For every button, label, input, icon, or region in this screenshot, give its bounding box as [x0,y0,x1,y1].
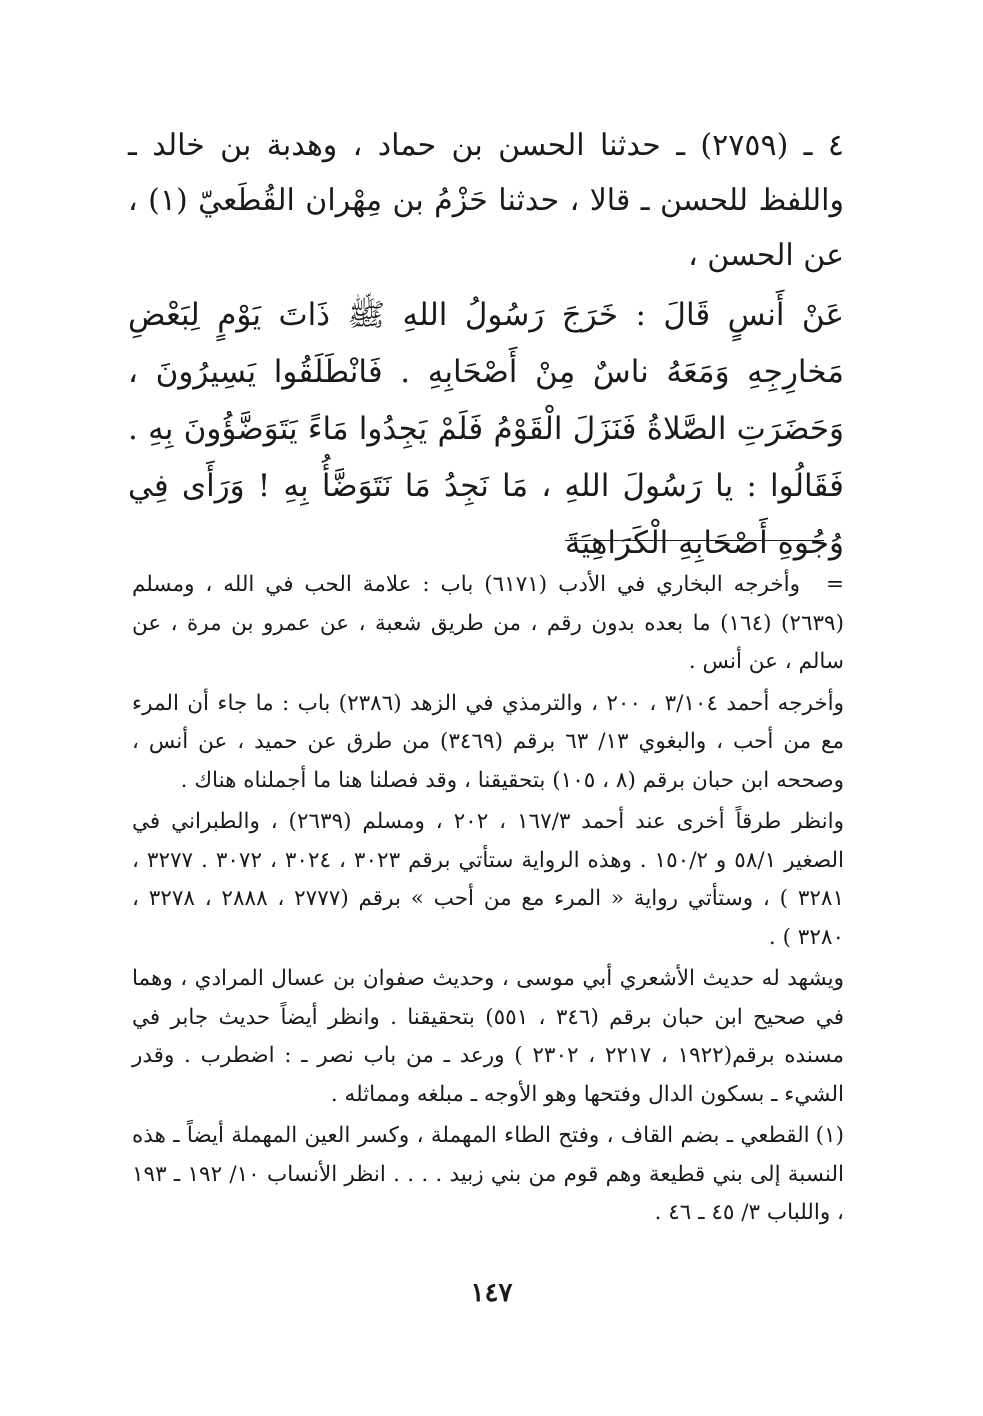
main-text [128,118,844,572]
footnote-1 [132,1117,844,1233]
footnote-paragraph-1 [132,566,844,682]
footnote-paragraph-4: ويشهد له حديث الأشعري أبي موسى ، وحديث صفوان بن عسال المرادي ، وهما في صحيح ابن حبان برقم (٣٤٦ ، ٥٥١) بتحقيقنا . وانظر أيضاً حديث جابر في مسنده برقم(١٩٢٢ ، ٢٢١٧ ، ٢٣٠٢ ) ورعد ـ من باب نصر ـ : اضطرب . وقدر الشيء ـ بسكون الدال وفتحها وهو الأوجه ـ مبلغه ومماثله . [132,966,845,1107]
footnote-paragraph-2: وأخرجه أحمد ٣/١٠٤ ، ٢٠٠ ، والترمذي في الزهد (٢٣٨٦) باب : ما جاء أن المرء مع من أحب ، والبغوي ١٣/ ٦٣ برقم (٣٤٦٩) من طرق عن حميد ، عن أنس ، وصححه ابن حبان برقم (٨ ، ١٠٥) بتحقيقنا ، وقد فصلنا هنا ما أجملناه هناك . [132,690,845,793]
footnote-paragraph-1-text: وأخرجه البخاري في الأدب (٦١٧١) باب : علامة الحب في الله ، ومسلم (٢٦٣٩) (١٦٤) ما بعده بدون رقم ، من طريق شعبة ، عن عمرو بن مرة ، عن سالم ، عن أنس . [132,572,844,674]
footnotes-section [132,566,844,1233]
footnote-1-text: القطعي ـ بضم القاف ، وفتح الطاء المهملة ، وكسر العين المهملة أيضاً ـ هذه النسبة إلى بني قطيعة وهم قوم من بني زبيد . . . . انظر الأنساب ١٠/ ١٩٢ ـ ١٩٣ ، واللباب ٣/ ٤٥ ـ ٤٦ . [132,1123,845,1225]
continuation-mark: = [826,572,845,597]
hadith-isnad: ٤ ـ (٢٧٥٩) ـ حدثنا الحسن بن حماد ، وهدبة بن خالد ـ واللفظ للحسن ـ قالا ، حدثنا حَزْمُ بن مِهْران القُطَعيّ (١) ، عن الحسن ، [128,128,844,273]
footnote-separator [565,540,824,541]
hadith-matn: عَنْ أَنسٍ قَالَ : خَرَجَ رَسُولُ اللهِ ﷺ ذَاتَ يَوْمٍ لِبَعْضِ مَخارِجِهِ وَمَعَهُ ناسٌ مِنْ أَصْحَابِهِ . فَانْطَلَقُوا يَسِيرُونَ ، وَحَضَرَتِ الصَّلاةُ فَنَزَلَ الْقَوْمُ فَلَمْ يَجِدُوا مَاءً يَتَوَضَّؤُونَ بِهِ . فَقَالُوا : يا رَسُولَ اللهِ ، مَا نَجِدُ مَا نَتَوَضَّأُ بِهِ ! وَرَأَى فِي وُجُوهِ أَصْحَابِهِ الْكَرَاهِيَةَ [128,297,844,561]
footnote-1-number: (١) [815,1123,844,1148]
footnote-paragraph-3: وانظر طرقاً أخرى عند أحمد ١٦٧/٣ ، ٢٠٢ ، ومسلم (٢٦٣٩) ، والطبراني في الصغير ٥٨/١ و ١٥٠/٢ . وهذه الرواية ستأتي برقم ٣٠٢٣ ، ٣٠٢٤ ، ٣٠٧٢ . ٣٢٧٧ ، ٣٢٨١ ) ، وستأتي رواية « المرء مع من أحب » برقم (٢٧٧٧ ، ٢٨٨٨ ، ٣٢٧٨ ، ٣٢٨٠ ) . [132,809,845,950]
page-number: ١٤٧ [470,1278,513,1308]
